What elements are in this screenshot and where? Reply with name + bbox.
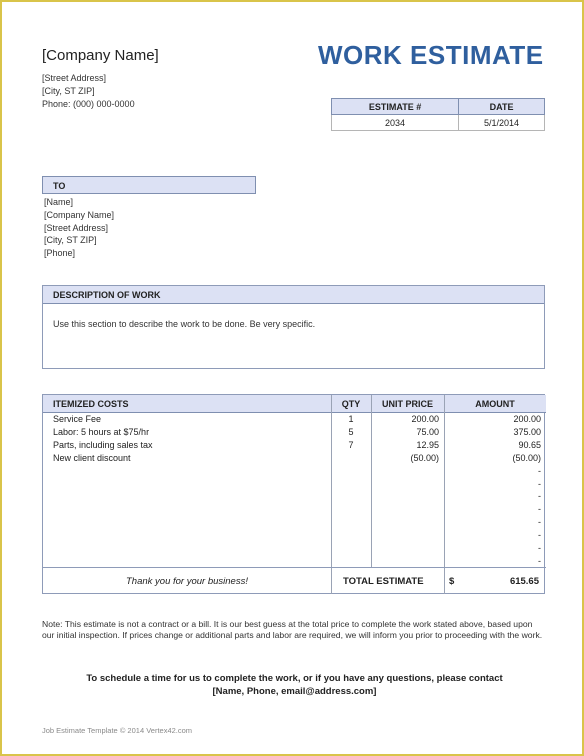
item-unit-price: 200.00 xyxy=(411,414,439,424)
item-unit-price: (50.00) xyxy=(410,452,439,463)
table-row xyxy=(43,517,546,530)
estimate-note: Note: This estimate is not a contract or a bill. It is our best guess at the total price to complete the work stated above, based upon our initial inspection. If prices change or additional parts and labor are required, we will inform you prior to proceeding with the work. xyxy=(42,619,543,640)
total-value: 615.65 xyxy=(509,576,539,587)
table-row xyxy=(43,440,546,453)
amount-header: AMOUNT xyxy=(444,395,546,413)
table-row xyxy=(43,479,546,492)
to-header: TO xyxy=(42,176,256,194)
company-street: [Street Address] xyxy=(42,73,107,83)
item-description: Labor: 5 hours at $75/hr xyxy=(53,426,150,437)
item-amount: - xyxy=(538,465,541,476)
to-line: [Company Name] xyxy=(44,209,115,220)
table-row xyxy=(43,453,546,466)
to-line: [City, ST ZIP] xyxy=(44,235,97,246)
company-phone: Phone: (000) 000-0000 xyxy=(42,99,135,109)
to-line: [Phone] xyxy=(44,248,76,259)
to-address xyxy=(44,196,114,260)
date-value: 5/1/2014 xyxy=(459,115,545,131)
table-row xyxy=(43,427,546,440)
date-header: DATE xyxy=(459,99,545,115)
description-header: DESCRIPTION OF WORK xyxy=(43,286,544,304)
item-amount: - xyxy=(538,517,541,528)
document-title: WORK ESTIMATE xyxy=(318,40,544,70)
company-city: [City, ST ZIP] xyxy=(42,86,95,96)
contact-block xyxy=(42,672,547,698)
table-row xyxy=(43,466,546,479)
company-name: [Company Name] xyxy=(42,47,159,64)
footer-copyright: Job Estimate Template © 2014 Vertex42.com xyxy=(42,726,193,735)
item-qty: 7 xyxy=(348,439,354,450)
item-description: Parts, including sales tax xyxy=(53,439,153,450)
estimate-number-header: ESTIMATE # xyxy=(332,99,459,115)
total-label: TOTAL ESTIMATE xyxy=(343,576,424,587)
item-amount: 90.65 xyxy=(518,439,541,450)
item-unit-price: 75.00 xyxy=(416,426,439,437)
table-row xyxy=(43,530,546,543)
thank-you-text: Thank you for your business! xyxy=(126,576,248,587)
item-amount: - xyxy=(538,478,541,489)
contact-line: To schedule a time for us to complete the work, or if you have any questions, please contact xyxy=(86,673,503,684)
item-header: ITEMIZED COSTS xyxy=(43,395,331,413)
table-row xyxy=(43,504,546,517)
description-text: Use this section to describe the work to be done. Be very specific. xyxy=(53,319,316,329)
table-row xyxy=(43,491,546,504)
unit-price-header: UNIT PRICE xyxy=(371,395,444,413)
item-qty: 1 xyxy=(348,414,354,424)
to-line: [Street Address] xyxy=(44,222,109,233)
item-amount: - xyxy=(538,543,541,553)
estimate-meta-table xyxy=(331,98,545,131)
item-description: Service Fee xyxy=(53,414,102,424)
item-amount: (50.00) xyxy=(512,452,541,463)
item-amount: 375.00 xyxy=(513,426,541,437)
currency-symbol: $ xyxy=(449,576,455,587)
qty-header: QTY xyxy=(331,395,371,413)
item-amount: - xyxy=(538,504,541,515)
item-description: New client discount xyxy=(53,452,131,463)
item-amount: - xyxy=(538,491,541,502)
to-line: [Name] xyxy=(44,197,74,207)
table-row xyxy=(43,414,546,427)
contact-info: [Name, Phone, email@address.com] xyxy=(212,686,377,697)
item-qty: 5 xyxy=(348,426,354,437)
item-amount: - xyxy=(538,530,541,541)
estimate-number-value: 2034 xyxy=(332,115,459,131)
item-unit-price: 12.95 xyxy=(416,439,439,450)
item-amount: 200.00 xyxy=(513,414,541,424)
item-amount: - xyxy=(538,555,541,566)
table-row xyxy=(43,543,546,556)
itemized-costs-table xyxy=(42,394,545,594)
description-section xyxy=(42,285,545,369)
total-row xyxy=(43,567,546,594)
